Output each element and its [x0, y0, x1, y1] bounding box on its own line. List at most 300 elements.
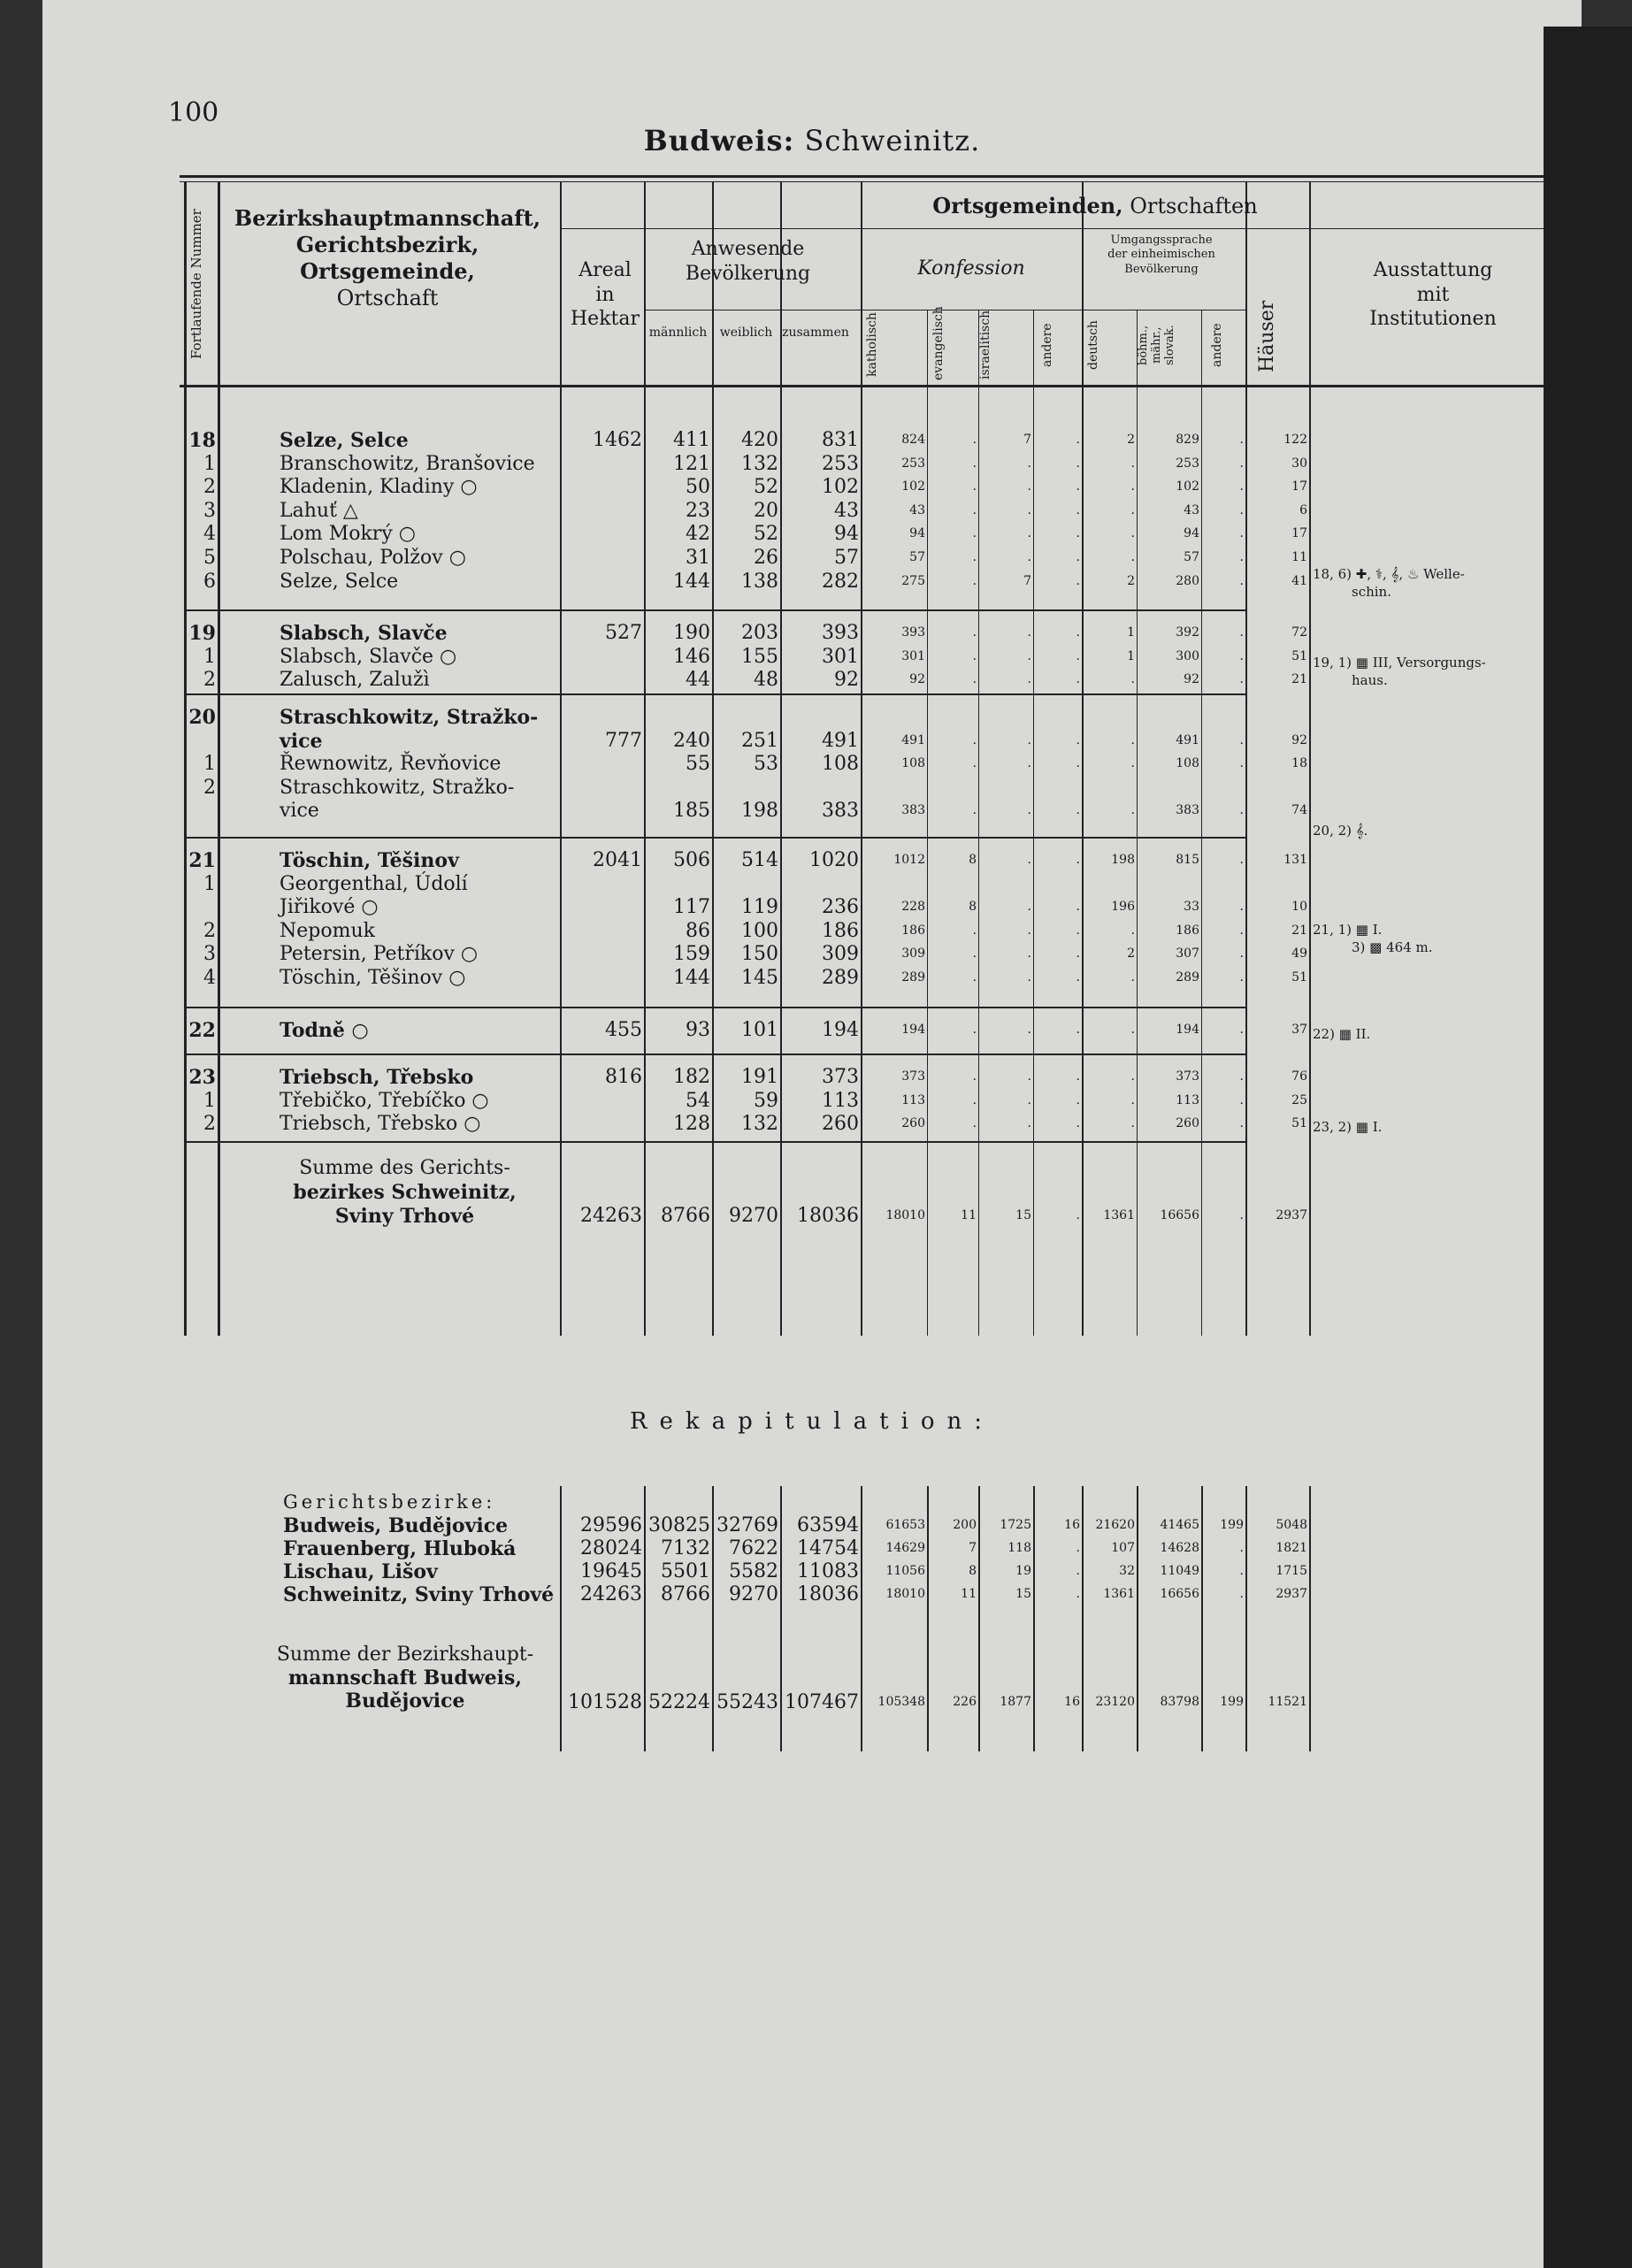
table-top-rule-thin: [180, 181, 1568, 182]
cell-m: 31: [686, 547, 710, 569]
summary-label: Summe des Gerichts-: [299, 1157, 510, 1179]
cell-isr: .: [1027, 853, 1031, 867]
cell-isr: .: [1027, 648, 1031, 663]
cell-w: 52: [754, 476, 778, 499]
cell-t: 113: [822, 1089, 859, 1112]
row-name: vice: [280, 800, 319, 823]
recap-de: 21620: [1095, 1518, 1135, 1532]
cell-cz: 383: [1176, 803, 1199, 818]
cell-h: 51: [1291, 1116, 1307, 1131]
cell-m: 86: [686, 919, 710, 942]
cell-and: .: [1076, 1023, 1080, 1037]
court-name: Schweinitz.: [804, 124, 981, 157]
recap-total-ol: 199: [1220, 1695, 1244, 1709]
cell-h: 122: [1283, 433, 1307, 447]
cell-cz: 113: [1176, 1092, 1199, 1107]
row-number: 1: [203, 1089, 216, 1112]
row-name: Georgenthal, Údolí: [280, 872, 468, 895]
cell-h: 6: [1299, 502, 1307, 517]
recap-w: 32769: [716, 1514, 778, 1536]
cell-ev: .: [972, 456, 977, 471]
cell-and: .: [1076, 970, 1080, 985]
cell-and: .: [1076, 479, 1080, 494]
cell-w: 53: [754, 753, 778, 776]
row-name: Nepomuk: [280, 919, 375, 942]
cell-de: 2: [1127, 433, 1135, 447]
cell-de: .: [1130, 502, 1135, 517]
cell-w: 20: [754, 499, 778, 522]
cell-cz: 102: [1176, 479, 1199, 494]
cell-de: .: [1130, 1092, 1135, 1107]
cell-and: .: [1076, 946, 1080, 962]
col-header-czech: böhm., mähr., slovak.: [1137, 325, 1176, 365]
recap-row-name: Schweinitz, Sviny Trhové: [283, 1583, 555, 1606]
col-header-area: Areal in Hektar: [570, 259, 640, 330]
cell-area: 777: [605, 729, 642, 752]
recap-m: 30825: [648, 1514, 710, 1536]
cell-isr: .: [1027, 502, 1031, 517]
recap-de: 1361: [1103, 1587, 1135, 1601]
cell-kat: 194: [901, 1023, 925, 1037]
cell-and: .: [1076, 526, 1080, 541]
table-header-rule: [180, 385, 1568, 387]
cell-kat: 1012: [893, 853, 925, 867]
cell-cz: 260: [1176, 1116, 1199, 1131]
cell-m: 121: [673, 452, 710, 475]
cell-de: .: [1130, 732, 1135, 747]
recap-w: 9270: [729, 1583, 778, 1605]
recap-row-name: Frauenberg, Hluboká: [283, 1537, 517, 1560]
cell-ev: .: [972, 923, 977, 938]
row-name: Töschin, Těšinov: [280, 849, 459, 872]
row-name: vice: [280, 729, 323, 753]
recap-w: 7622: [729, 1537, 778, 1559]
cell-t: 186: [822, 919, 859, 942]
cell-kat: 102: [901, 479, 925, 494]
cell-isr: .: [1027, 946, 1031, 962]
col-header-name: Bezirkshauptmannschaft, Gerichtsbezirk, Ortsgemeinde, Ortschaft: [234, 205, 541, 310]
cell-isr: 7: [1023, 433, 1031, 447]
cell-ev: .: [972, 756, 977, 771]
recap-isr: 118: [1008, 1541, 1031, 1555]
cell-ev: .: [972, 526, 977, 541]
cell-cz: 33: [1184, 900, 1199, 915]
cell-de: 2: [1127, 573, 1135, 588]
cell-isr: .: [1027, 625, 1031, 640]
cell-m: 240: [673, 729, 710, 752]
col-header-houses: Häuser: [1256, 300, 1278, 372]
cell-kat: 289: [901, 970, 925, 985]
cell-m: 506: [673, 849, 710, 871]
recap-kat: 14629: [885, 1541, 925, 1555]
summary-area: 24263: [580, 1205, 642, 1227]
cell-isr: .: [1027, 756, 1031, 771]
recap-total-kat: 105348: [877, 1695, 925, 1709]
cell-h: 51: [1291, 648, 1307, 663]
cell-cz: 186: [1176, 923, 1199, 938]
recap-t: 11083: [797, 1560, 859, 1582]
col-header-population: Anwesende Bevölkerung: [685, 238, 811, 285]
cell-and: .: [1076, 1092, 1080, 1107]
cell-and: .: [1076, 853, 1080, 867]
row-name: Řewnowitz, Řevňovice: [280, 753, 502, 776]
cell-cz: 108: [1176, 756, 1199, 771]
cell-ol: .: [1239, 923, 1244, 938]
page: [42, 0, 1582, 2268]
cell-w: 145: [741, 967, 778, 989]
row-name: Slabsch, Slavče ○: [280, 645, 457, 668]
cell-m: 144: [673, 967, 710, 989]
col-header-german: deutsch: [1086, 320, 1100, 370]
cell-isr: .: [1027, 1023, 1031, 1037]
recap-total-ev: 226: [953, 1695, 977, 1709]
row-number: 3: [203, 943, 216, 966]
recap-area: 19645: [580, 1560, 642, 1582]
cell-t: 57: [834, 547, 859, 569]
recap-area: 24263: [580, 1583, 642, 1605]
cell-cz: 94: [1184, 526, 1199, 541]
cell-and: .: [1076, 756, 1080, 771]
cell-h: 72: [1291, 625, 1307, 640]
recap-cz: 41465: [1160, 1518, 1199, 1532]
row-number: 20: [188, 706, 216, 729]
cell-kat: 92: [909, 672, 925, 687]
cell-ol: .: [1239, 672, 1244, 687]
recap-total-cz: 83798: [1160, 1695, 1199, 1709]
cell-w: 420: [741, 429, 778, 451]
row-number: 1: [203, 753, 216, 776]
cell-de: 198: [1111, 853, 1135, 867]
col-header-total: zusammen: [782, 326, 849, 340]
recap-ev: 7: [969, 1541, 977, 1555]
recap-and: .: [1076, 1587, 1080, 1601]
cell-ev: 8: [969, 853, 977, 867]
cell-isr: .: [1027, 970, 1031, 985]
recap-de: 107: [1111, 1541, 1135, 1555]
cell-m: 117: [673, 896, 710, 919]
cell-ev: .: [972, 550, 977, 564]
row-number: 2: [203, 919, 216, 942]
cell-ev: .: [972, 479, 977, 494]
row-number: 2: [203, 1113, 216, 1136]
group-rule: [184, 1007, 1245, 1008]
cell-m: 185: [673, 800, 710, 823]
row-number: 18: [188, 429, 216, 452]
cell-cz: 307: [1176, 946, 1199, 962]
cell-kat: 186: [901, 923, 925, 938]
recap-m: 5501: [661, 1560, 710, 1582]
cell-de: .: [1130, 456, 1135, 471]
col-header-other-language: andere: [1210, 323, 1224, 367]
cell-and: .: [1076, 625, 1080, 640]
cell-de: .: [1130, 756, 1135, 771]
cell-de: .: [1130, 526, 1135, 541]
col-header-evangelical: evangelisch: [931, 306, 946, 380]
recap-t: 63594: [797, 1514, 859, 1536]
cell-kat: 393: [901, 625, 925, 640]
row-name: Triebsch, Třebsko: [280, 1066, 474, 1089]
cell-area: 1462: [593, 429, 642, 451]
recap-total-and: 16: [1064, 1695, 1080, 1709]
cell-m: 50: [686, 476, 710, 499]
institution-note: 3) ▩ 464 m.: [1352, 939, 1433, 955]
cell-kat: 373: [901, 1069, 925, 1084]
cell-kat: 301: [901, 648, 925, 663]
cell-h: 18: [1291, 756, 1307, 771]
summary-h: 2937: [1276, 1208, 1307, 1222]
column-rule: [1309, 181, 1311, 1336]
recap-total-label: mannschaft Budweis,: [287, 1667, 523, 1690]
cell-ol: .: [1239, 550, 1244, 564]
cell-cz: 194: [1176, 1023, 1199, 1037]
row-number: 22: [188, 1019, 216, 1042]
cell-cz: 392: [1176, 625, 1199, 640]
row-name: Branschowitz, Branšovice: [280, 452, 535, 475]
col-header-catholic: katholisch: [865, 312, 879, 378]
cell-de: .: [1130, 803, 1135, 818]
cell-ev: .: [972, 970, 977, 985]
recap-h: 1821: [1276, 1541, 1307, 1555]
col-header-number: Fortlaufende Nummer: [188, 209, 204, 359]
institution-note: 20, 2) 𝄞.: [1313, 823, 1368, 839]
row-name: Zalusch, Zalužì: [280, 669, 430, 692]
group-rule: [184, 609, 1245, 611]
summary-de: 1361: [1103, 1208, 1135, 1222]
cell-cz: 491: [1176, 732, 1199, 747]
cell-kat: 228: [901, 900, 925, 915]
cell-de: 196: [1111, 900, 1135, 915]
cell-t: 373: [822, 1066, 859, 1088]
cell-and: .: [1076, 550, 1080, 564]
cell-t: 383: [822, 800, 859, 823]
cell-ol: .: [1239, 803, 1244, 818]
cell-de: 2: [1127, 946, 1135, 962]
cell-w: 150: [741, 943, 778, 966]
cell-de: .: [1130, 479, 1135, 494]
subheader-rule: [560, 228, 1558, 229]
col-header-other-confession: andere: [1040, 323, 1054, 367]
cell-h: 17: [1291, 526, 1307, 541]
row-number: 2: [203, 776, 216, 799]
cell-kat: 113: [901, 1092, 925, 1107]
cell-h: 92: [1291, 732, 1307, 747]
row-number: 5: [203, 547, 216, 569]
cell-w: 203: [741, 622, 778, 644]
cell-isr: .: [1027, 1069, 1031, 1084]
recap-m: 7132: [661, 1537, 710, 1559]
summary-and: .: [1076, 1208, 1080, 1222]
cell-isr: .: [1027, 672, 1031, 687]
summary-m: 8766: [661, 1205, 710, 1227]
summary-w: 9270: [729, 1205, 778, 1227]
recap-area: 28024: [580, 1537, 642, 1559]
row-name: Triebsch, Třebsko ○: [280, 1113, 481, 1136]
row-name: Straschkowitz, Stražko-: [280, 706, 539, 729]
cell-m: 54: [686, 1089, 710, 1112]
cell-isr: .: [1027, 526, 1031, 541]
cell-and: .: [1076, 502, 1080, 517]
cell-m: 411: [673, 429, 710, 451]
row-number: 1: [203, 645, 216, 668]
recap-t: 18036: [797, 1583, 859, 1605]
cell-de: .: [1130, 923, 1135, 938]
cell-w: 514: [741, 849, 778, 871]
row-number: 23: [188, 1066, 216, 1089]
recap-de: 32: [1119, 1564, 1135, 1578]
cell-de: .: [1130, 550, 1135, 564]
recap-total-h: 11521: [1268, 1695, 1307, 1709]
recap-ol: .: [1239, 1564, 1244, 1578]
row-number: 4: [203, 967, 216, 989]
cell-t: 301: [822, 645, 859, 668]
cell-m: 144: [673, 570, 710, 593]
cell-t: 108: [822, 753, 859, 776]
cell-h: 76: [1291, 1069, 1307, 1084]
cell-isr: .: [1027, 923, 1031, 938]
cell-w: 100: [741, 919, 778, 942]
row-name: Straschkowitz, Stražko-: [280, 776, 515, 799]
cell-h: 17: [1291, 479, 1307, 494]
cell-ol: .: [1239, 756, 1244, 771]
cell-cz: 829: [1176, 433, 1199, 447]
cell-isr: .: [1027, 1092, 1031, 1107]
cell-m: 23: [686, 499, 710, 522]
institution-note: 18, 6) ✚, ⚕, 𝄞, ♨ Welle-: [1313, 566, 1465, 582]
col-header-language: Umgangssprache der einheimischen Bevölkerung: [1107, 234, 1215, 276]
cell-ev: .: [972, 1069, 977, 1084]
row-name: Kladenin, Kladiny ○: [280, 476, 478, 499]
cell-m: 146: [673, 645, 710, 668]
cell-h: 21: [1291, 672, 1307, 687]
recap-cz: 16656: [1160, 1587, 1199, 1601]
row-name: Todně ○: [280, 1019, 369, 1042]
cell-m: 190: [673, 622, 710, 644]
column-rule: [218, 181, 220, 1336]
cell-w: 52: [754, 523, 778, 546]
cell-t: 289: [822, 967, 859, 989]
row-number: 19: [188, 622, 216, 645]
cell-t: 309: [822, 943, 859, 966]
summary-label: Sviny Trhové: [334, 1205, 475, 1228]
binding-shadow: [1544, 27, 1632, 2268]
row-name: Slabsch, Slavče: [280, 622, 448, 645]
cell-and: .: [1076, 1116, 1080, 1131]
cell-cz: 253: [1176, 456, 1199, 471]
cell-cz: 373: [1176, 1069, 1199, 1084]
col-header-female: weiblich: [719, 326, 773, 340]
row-number: 3: [203, 499, 216, 522]
cell-and: .: [1076, 923, 1080, 938]
cell-isr: .: [1027, 1116, 1031, 1131]
cell-w: 48: [754, 669, 778, 692]
cell-m: 128: [673, 1113, 710, 1136]
row-name: Jiřikové ○: [280, 896, 379, 919]
institution-note: 21, 1) ▦ I.: [1313, 922, 1383, 938]
row-name: Lahuť △: [280, 499, 358, 522]
row-name: Selze, Selce: [280, 429, 409, 452]
cell-ev: .: [972, 803, 977, 818]
cell-ol: .: [1239, 1092, 1244, 1107]
recap-total-label: Budějovice: [345, 1690, 465, 1712]
cell-cz: 92: [1184, 672, 1199, 687]
row-number: 1: [203, 452, 216, 475]
col-header-confession: Konfession: [917, 257, 1025, 280]
cell-t: 831: [822, 429, 859, 451]
cell-cz: 289: [1176, 970, 1199, 985]
col-header-group: Ortsgemeinden, Ortschaften: [932, 193, 1258, 218]
recap-ev: 200: [953, 1518, 977, 1532]
summary-label: bezirkes Schweinitz,: [293, 1181, 517, 1204]
cell-m: 42: [686, 523, 710, 546]
cell-de: .: [1130, 672, 1135, 687]
cell-ol: .: [1239, 573, 1244, 588]
cell-ol: .: [1239, 853, 1244, 867]
recap-m: 8766: [661, 1583, 710, 1605]
row-name: Petersin, Petříkov ○: [280, 943, 479, 966]
cell-w: 101: [741, 1019, 778, 1041]
cell-w: 251: [741, 729, 778, 752]
cell-ol: .: [1239, 625, 1244, 640]
group-rule: [184, 837, 1245, 839]
cell-w: 26: [754, 547, 778, 569]
cell-ev: .: [972, 648, 977, 663]
cell-h: 49: [1291, 946, 1307, 962]
institution-note: haus.: [1352, 672, 1388, 688]
institution-note: schin.: [1352, 584, 1391, 600]
cell-de: .: [1130, 970, 1135, 985]
col-header-israelite: israelitisch: [978, 310, 992, 380]
cell-ev: .: [972, 433, 977, 447]
cell-cz: 280: [1176, 573, 1199, 588]
cell-kat: 309: [901, 946, 925, 962]
cell-ol: .: [1239, 479, 1244, 494]
cell-h: 10: [1291, 900, 1307, 915]
cell-de: .: [1130, 1069, 1135, 1084]
recap-h: 2937: [1276, 1587, 1307, 1601]
group-rule: [184, 693, 1245, 695]
cell-t: 1020: [809, 849, 859, 871]
recap-ol: 199: [1220, 1518, 1244, 1532]
cell-h: 74: [1291, 803, 1307, 818]
cell-t: 102: [822, 476, 859, 499]
cell-cz: 300: [1176, 648, 1199, 663]
cell-t: 94: [834, 523, 859, 546]
summary-rule: [184, 1141, 1245, 1143]
cell-ol: .: [1239, 970, 1244, 985]
institution-note: 22) ▦ II.: [1313, 1026, 1371, 1042]
recap-ol: .: [1239, 1541, 1244, 1555]
summary-cz: 16656: [1160, 1208, 1199, 1222]
cell-ol: .: [1239, 1116, 1244, 1131]
recap-total-t: 107467: [785, 1691, 859, 1713]
cell-w: 198: [741, 800, 778, 823]
page-number: 100: [168, 97, 219, 128]
cell-ol: .: [1239, 456, 1244, 471]
cell-ol: .: [1239, 526, 1244, 541]
table-top-rule: [180, 175, 1568, 178]
cell-kat: 57: [909, 550, 925, 564]
cell-and: .: [1076, 456, 1080, 471]
cell-and: .: [1076, 900, 1080, 915]
row-name: Töschin, Těšinov ○: [280, 967, 466, 989]
cell-h: 25: [1291, 1092, 1307, 1107]
cell-ev: .: [972, 946, 977, 962]
col-header-institutions: Ausstattung mit Institutionen: [1369, 259, 1497, 330]
cell-h: 11: [1291, 550, 1307, 564]
row-name: Selze, Selce: [280, 570, 399, 593]
cell-ev: .: [972, 1092, 977, 1107]
cell-cz: 815: [1176, 853, 1199, 867]
